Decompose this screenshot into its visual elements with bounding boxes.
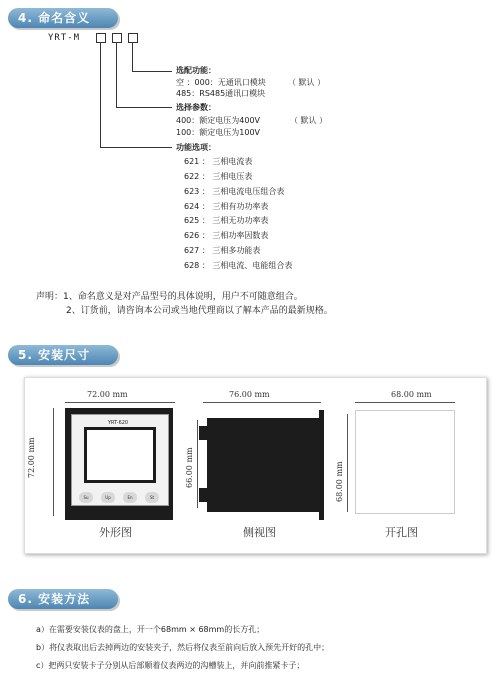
device-button: St — [145, 492, 159, 503]
install-step: a）在需要安装仪表的盘上，开一个68mm × 68mm的长方孔； — [36, 625, 265, 634]
code-box-3 — [128, 33, 138, 43]
front-height-line — [53, 408, 54, 516]
dimension-panel — [24, 377, 487, 554]
side-width-label: 76.00 mm — [229, 390, 270, 399]
device-button: Su — [79, 492, 93, 503]
connector-opt-h — [132, 71, 172, 72]
front-width-line — [65, 402, 175, 403]
cut-height-line — [347, 414, 348, 512]
connector-param-h — [116, 107, 172, 108]
connector-func — [100, 43, 101, 147]
func-line: 624 ： 三相有功功率表 — [184, 202, 269, 211]
opt-line-1: 空 ：000：无通讯口模块 — [176, 78, 266, 87]
device-button: Up — [101, 492, 115, 503]
caption-front: 外形图 — [99, 526, 132, 539]
caption-side: 侧视图 — [243, 526, 276, 539]
caption-cut: 开孔图 — [385, 526, 418, 539]
side-width-line — [203, 402, 321, 403]
side-front-bezel — [319, 410, 324, 520]
install-step: b）将仪表取出后去掉两边的安装夹子，然后将仪表至前向后放入预先开好的孔中； — [36, 643, 330, 652]
side-clip-top — [199, 426, 207, 440]
func-title: 功能选项： — [176, 143, 216, 152]
model-code: YRT-M — [48, 33, 81, 43]
func-line: 625 ： 三相无功功率表 — [184, 216, 269, 225]
cut-width-label: 68.00 mm — [391, 390, 432, 399]
opt-line-1-note: （ 默认 ） — [288, 78, 326, 87]
section4-header: 4. 命名含义 — [8, 8, 118, 28]
param-title: 选择参数： — [176, 103, 216, 112]
func-line: 623 ： 三相电流电压组合表 — [184, 187, 285, 196]
front-height-label: 72.00 mm — [27, 437, 36, 478]
param-line-2: 100：额定电压为100V — [176, 128, 261, 137]
side-clip-bottom — [199, 488, 207, 502]
install-step: c）把两只安装卡子分别从后部顺着仪表两边的沟槽装上，并向前推紧卡子； — [36, 661, 305, 670]
cut-width-line — [355, 402, 455, 403]
connector-opt — [132, 43, 133, 71]
cutout-hole — [355, 410, 455, 514]
func-line: 628 ： 三相电流、电能组合表 — [184, 261, 293, 270]
device-button: En — [123, 492, 137, 503]
func-line: 621 ： 三相电流表 — [184, 157, 253, 166]
device-label: YRT-620 — [108, 420, 129, 426]
param-line-1-note: （ 默认 ） — [290, 116, 328, 125]
func-line: 627 ： 三相多功能表 — [184, 246, 261, 255]
front-width-label: 72.00 mm — [87, 390, 128, 399]
side-view-body — [207, 418, 319, 512]
func-line: 622 ： 三相电压表 — [184, 172, 253, 181]
connector-func-h — [100, 147, 172, 148]
code-box-2 — [112, 33, 122, 43]
front-view-device — [65, 408, 173, 520]
note-1: 声明：1、命名意义是对产品型号的具体说明，用户不可随意组合。 — [36, 292, 303, 302]
device-display — [84, 427, 156, 483]
side-height-label: 66.00 mm — [185, 447, 194, 488]
note-2: 2、订货前，请咨询本公司或当地代理商以了解本产品的最新规格。 — [66, 306, 333, 316]
opt-line-2: 485：RS485通讯口模块 — [176, 89, 266, 98]
param-line-1: 400：额定电压为400V — [176, 116, 261, 125]
side-height-line — [197, 420, 198, 508]
section5-header: 5. 安装尺寸 — [8, 345, 118, 365]
func-line: 626 ： 三相功率因数表 — [184, 231, 269, 240]
section6-header: 6. 安装方法 — [8, 589, 118, 609]
code-box-1 — [96, 33, 106, 43]
opt-title: 选配功能： — [176, 66, 216, 75]
connector-param — [116, 43, 117, 107]
cut-height-label: 68.00 mm — [335, 461, 344, 502]
